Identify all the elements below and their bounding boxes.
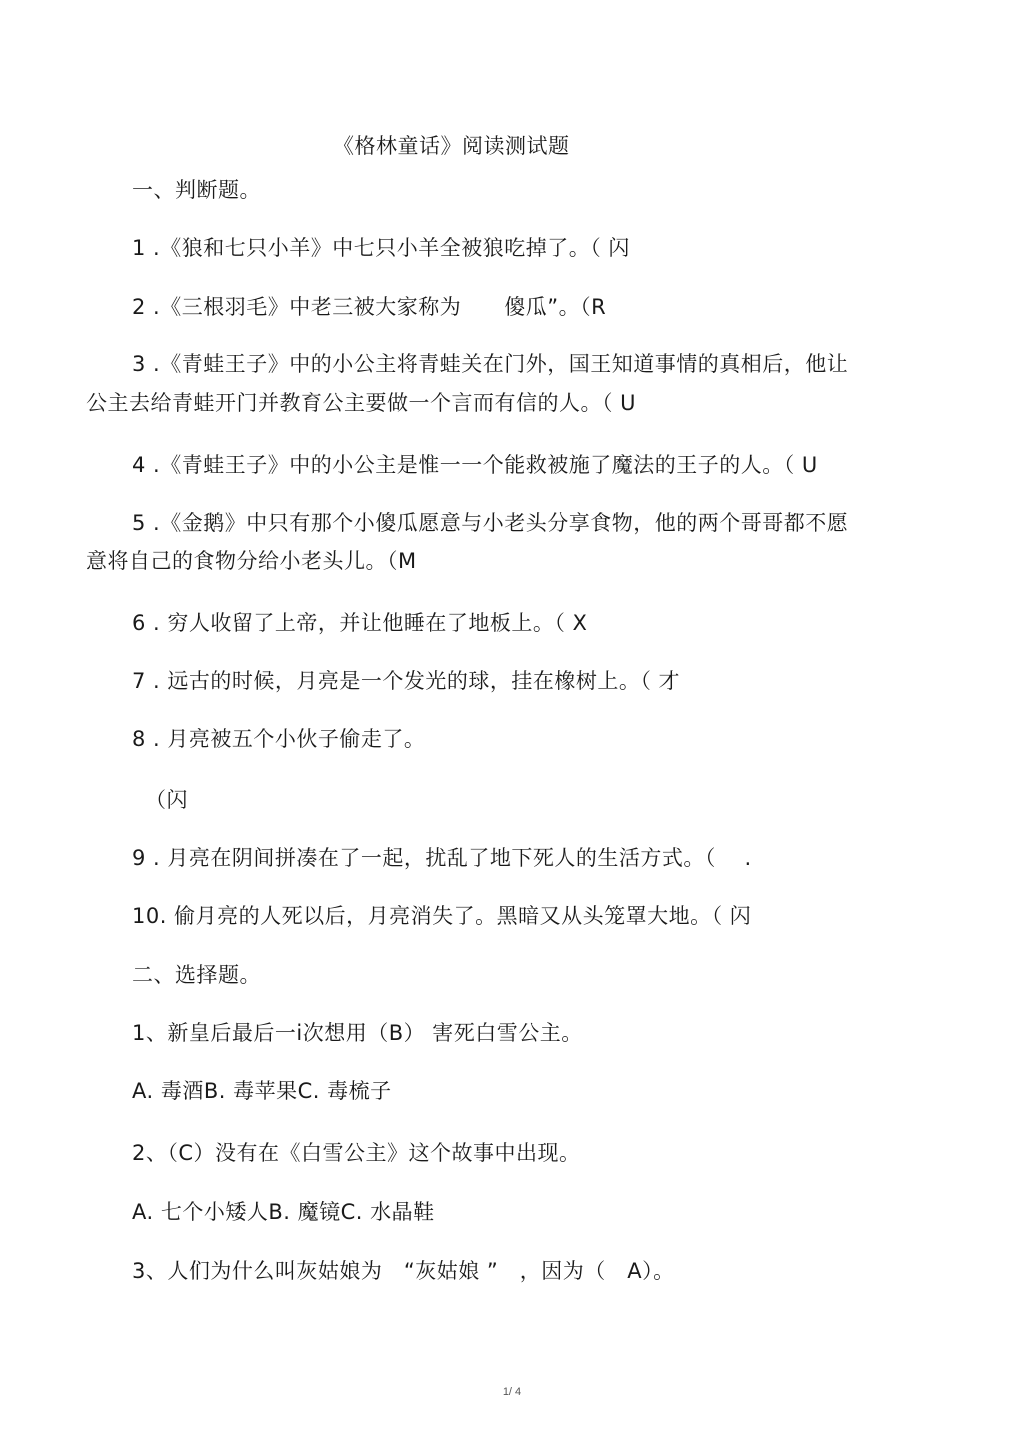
question-item: 10. 偷月亮的人死以后，月亮消失了。黑暗又从头笼罩大地。（ 闪 <box>132 904 752 928</box>
question-item: 5 .《金鹅》中只有那个小傻瓜愿意与小老头分享食物，他的两个哥哥都不愿 <box>132 511 849 535</box>
question-item: 6 . 穷人收留了上帝，并让他睡在了地板上。（ X <box>132 611 588 635</box>
question-item: 3 .《青蛙王子》中的小公主将青蛙关在门外，国王知道事情的真相后，他让 <box>132 352 849 376</box>
question-item: 7 . 远古的时候，月亮是一个发光的球，挂在橡树上。（ 才 <box>132 669 681 693</box>
choice-question: 3、人们为什么叫灰姑娘为 “灰姑娘 ” ，因为（ A）。 <box>132 1259 675 1283</box>
section-heading-true-false: 一、判断题。 <box>132 178 261 202</box>
page-number: 1/ 4 <box>502 1386 522 1398</box>
question-item: 1 .《狼和七只小羊》中七只小羊全被狼吃掉了。（ 闪 <box>132 236 630 260</box>
question-item: 8 . 月亮被五个小伙子偷走了。 <box>132 727 426 751</box>
question-item: 9 . 月亮在阴间拼凑在了一起，扰乱了地下死人的生活方式。（ . <box>132 846 752 870</box>
question-item-continued: 意将自己的食物分给小老头儿。（M <box>86 549 417 573</box>
question-item: 2 .《三根羽毛》中老三被大家称为 傻瓜”。（R <box>132 295 607 319</box>
question-answer: （闪 <box>145 788 188 812</box>
choice-question: 1、新皇后最后一i次想用（B） 害死白雪公主。 <box>132 1021 583 1045</box>
choice-options: A. 毒酒B. 毒苹果C. 毒梳子 <box>132 1079 392 1103</box>
choice-question: 2、（C）没有在《白雪公主》这个故事中出现。 <box>132 1141 581 1165</box>
section-heading-multiple-choice: 二、选择题。 <box>132 963 261 987</box>
document-title: 《格林童话》阅读测试题 <box>333 134 570 158</box>
question-item-continued: 公主去给青蛙开门并教育公主要做一个言而有信的人。（ U <box>86 391 637 415</box>
choice-options: A. 七个小矮人B. 魔镜C. 水晶鞋 <box>132 1200 435 1224</box>
question-item: 4 .《青蛙王子》中的小公主是惟一一个能救被施了魔法的王子的人。（ U <box>132 453 818 477</box>
